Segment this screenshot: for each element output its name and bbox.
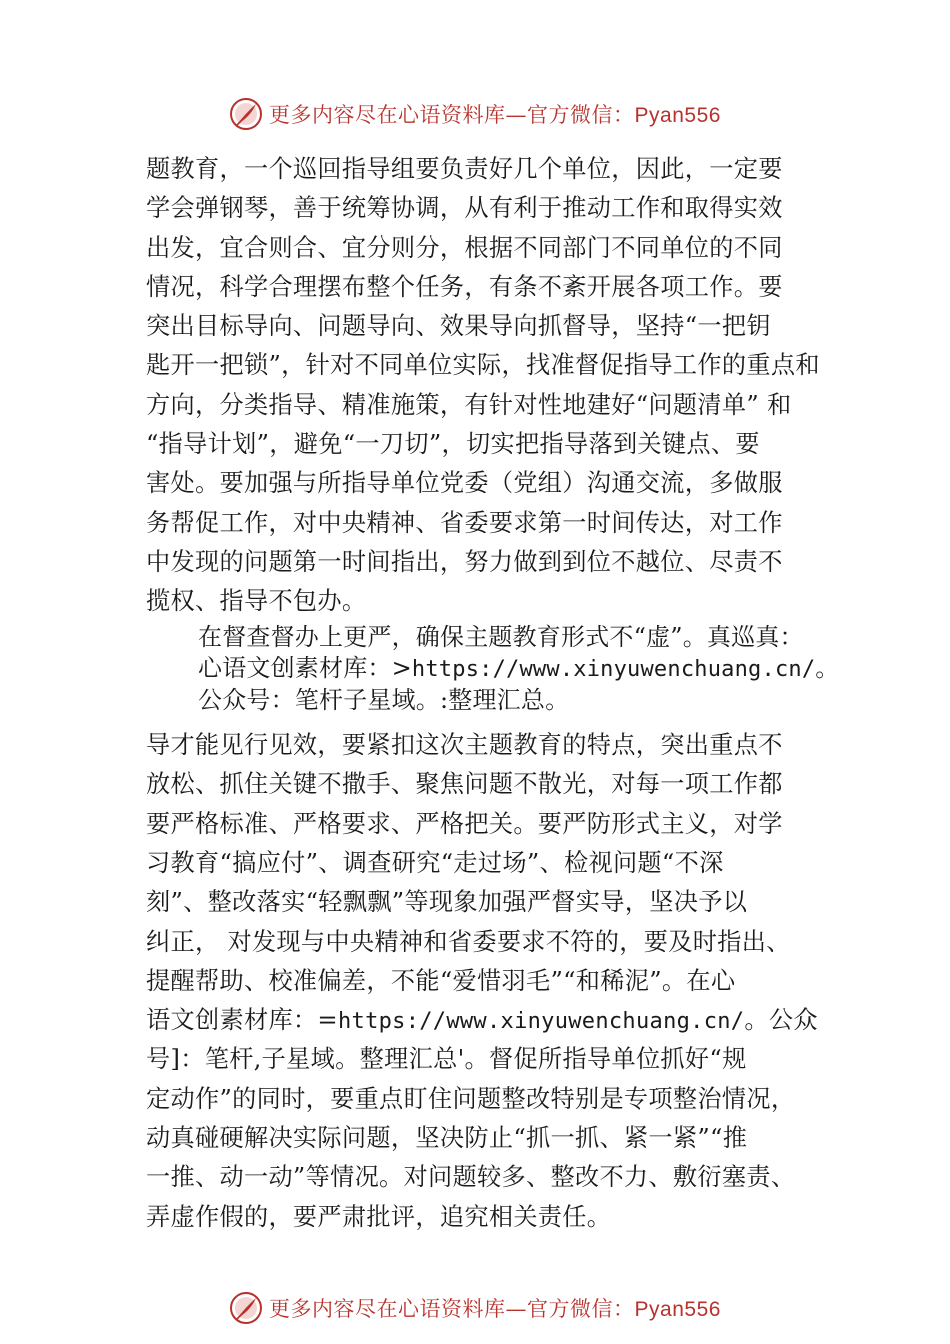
text-line: 务帮促工作，对中央精神、省委要求第一时间传达，对工作 [146, 508, 783, 537]
inset-block [146, 622, 846, 717]
text-line: 提醒帮助、校准偏差，不能“爱惜羽毛”“和稀泥”。在心 [146, 966, 736, 995]
text-line: 揽权、指导不包办。 [146, 587, 367, 616]
header-banner [0, 96, 950, 132]
text-line: 刻”、整改落实“轻飘飘”等现象加强严督实导，坚决予以 [146, 888, 748, 917]
text-line: 要严格标准、严格要求、严格把关。要严防形式主义，对学 [146, 809, 783, 838]
text-line: 情况，科学合理摆布整个任务，有条不紊开展各项工作。要 [146, 272, 783, 301]
text-line: 学会弹钢琴，善于统筹协调，从有利于推动工作和取得实效 [146, 194, 783, 223]
text-line: 弄虚作假的，要严肃批评，追究相关责任。 [146, 1202, 612, 1231]
paragraph-2-url-line: 语文创素材库：=https://www.xinyuwenchuang.cn/。公众 [146, 1006, 818, 1035]
paragraph-2-continued [146, 1040, 846, 1236]
text-line: 题教育，一个巡回指导组要负责好几个单位，因此，一定要 [146, 155, 783, 183]
inset-url: https://www.xinyuwenchuang.cn/ [411, 657, 816, 683]
text-line: 出发，宜合则合、宜分则分，根据不同部门不同单位的不同 [146, 233, 783, 262]
text-line: 导才能见行见效，要紧扣这次主题教育的特点，突出重点不 [146, 731, 783, 760]
quill-logo-icon [229, 1291, 263, 1325]
paragraph-2-url: https://www.xinyuwenchuang.cn/ [337, 1009, 745, 1035]
text-line: 定动作”的同时，要重点盯住问题整改特别是专项整治情况， [146, 1084, 796, 1113]
text-line: 匙开一把锁”，针对不同单位实际，找准督促指导工作的重点和 [146, 351, 820, 380]
text-line: 中发现的问题第一时间指出，努力做到到位不越位、尽责不 [146, 547, 783, 576]
document-body [146, 150, 846, 1237]
footer-banner-text: 更多内容尽在心语资料库—官方微信：Pyan556 [269, 1297, 721, 1321]
text-line: 突出目标导向、问题导向、效果导向抓督导，坚持“一把钥 [146, 312, 771, 341]
header-banner-text: 更多内容尽在心语资料库—官方微信：Pyan556 [269, 103, 721, 127]
footer-banner [0, 1290, 950, 1326]
inset-line-2: 心语文创素材库：>https://www.xinyuwenchuang.cn/。 [198, 654, 840, 683]
text-line: 放松、抓住关键不撒手、聚焦问题不散光，对每一项工作都 [146, 770, 783, 799]
inset-line-3: 公众号：笔杆子星域。:整理汇总。 [198, 685, 570, 714]
text-line: 害处。要加强与所指导单位党委（党组）沟通交流，多做服 [146, 469, 783, 498]
text-line: “指导计划”，避免“一刀切”，切实把指导落到关键点、要 [146, 430, 760, 459]
text-line: 方向，分类指导、精准施策，有针对性地建好“问题清单” 和 [146, 390, 792, 419]
inset-line-1: 在督查督办上更严，确保主题教育形式不“虚”。真巡真： [198, 622, 804, 651]
text-line: 纠正， 对发现与中央精神和省委要求不符的，要及时指出、 [146, 927, 791, 956]
text-line: 一推、动一动”等情况。对问题较多、整改不力、敷衍塞责、 [146, 1163, 796, 1192]
paragraph-2 [146, 726, 846, 1001]
text-line: 号]：笔杆,子星域。整理汇总'。督促所指导单位抓好“规 [146, 1045, 747, 1074]
paragraph-1 [146, 150, 846, 622]
text-line: 动真碰硬解决实际问题，坚决防止“抓一抓、紧一紧”“推 [146, 1124, 748, 1153]
text-line: 习教育“搞应付”、调查研究“走过场”、检视问题“不深 [146, 848, 724, 877]
quill-logo-icon [229, 97, 263, 131]
